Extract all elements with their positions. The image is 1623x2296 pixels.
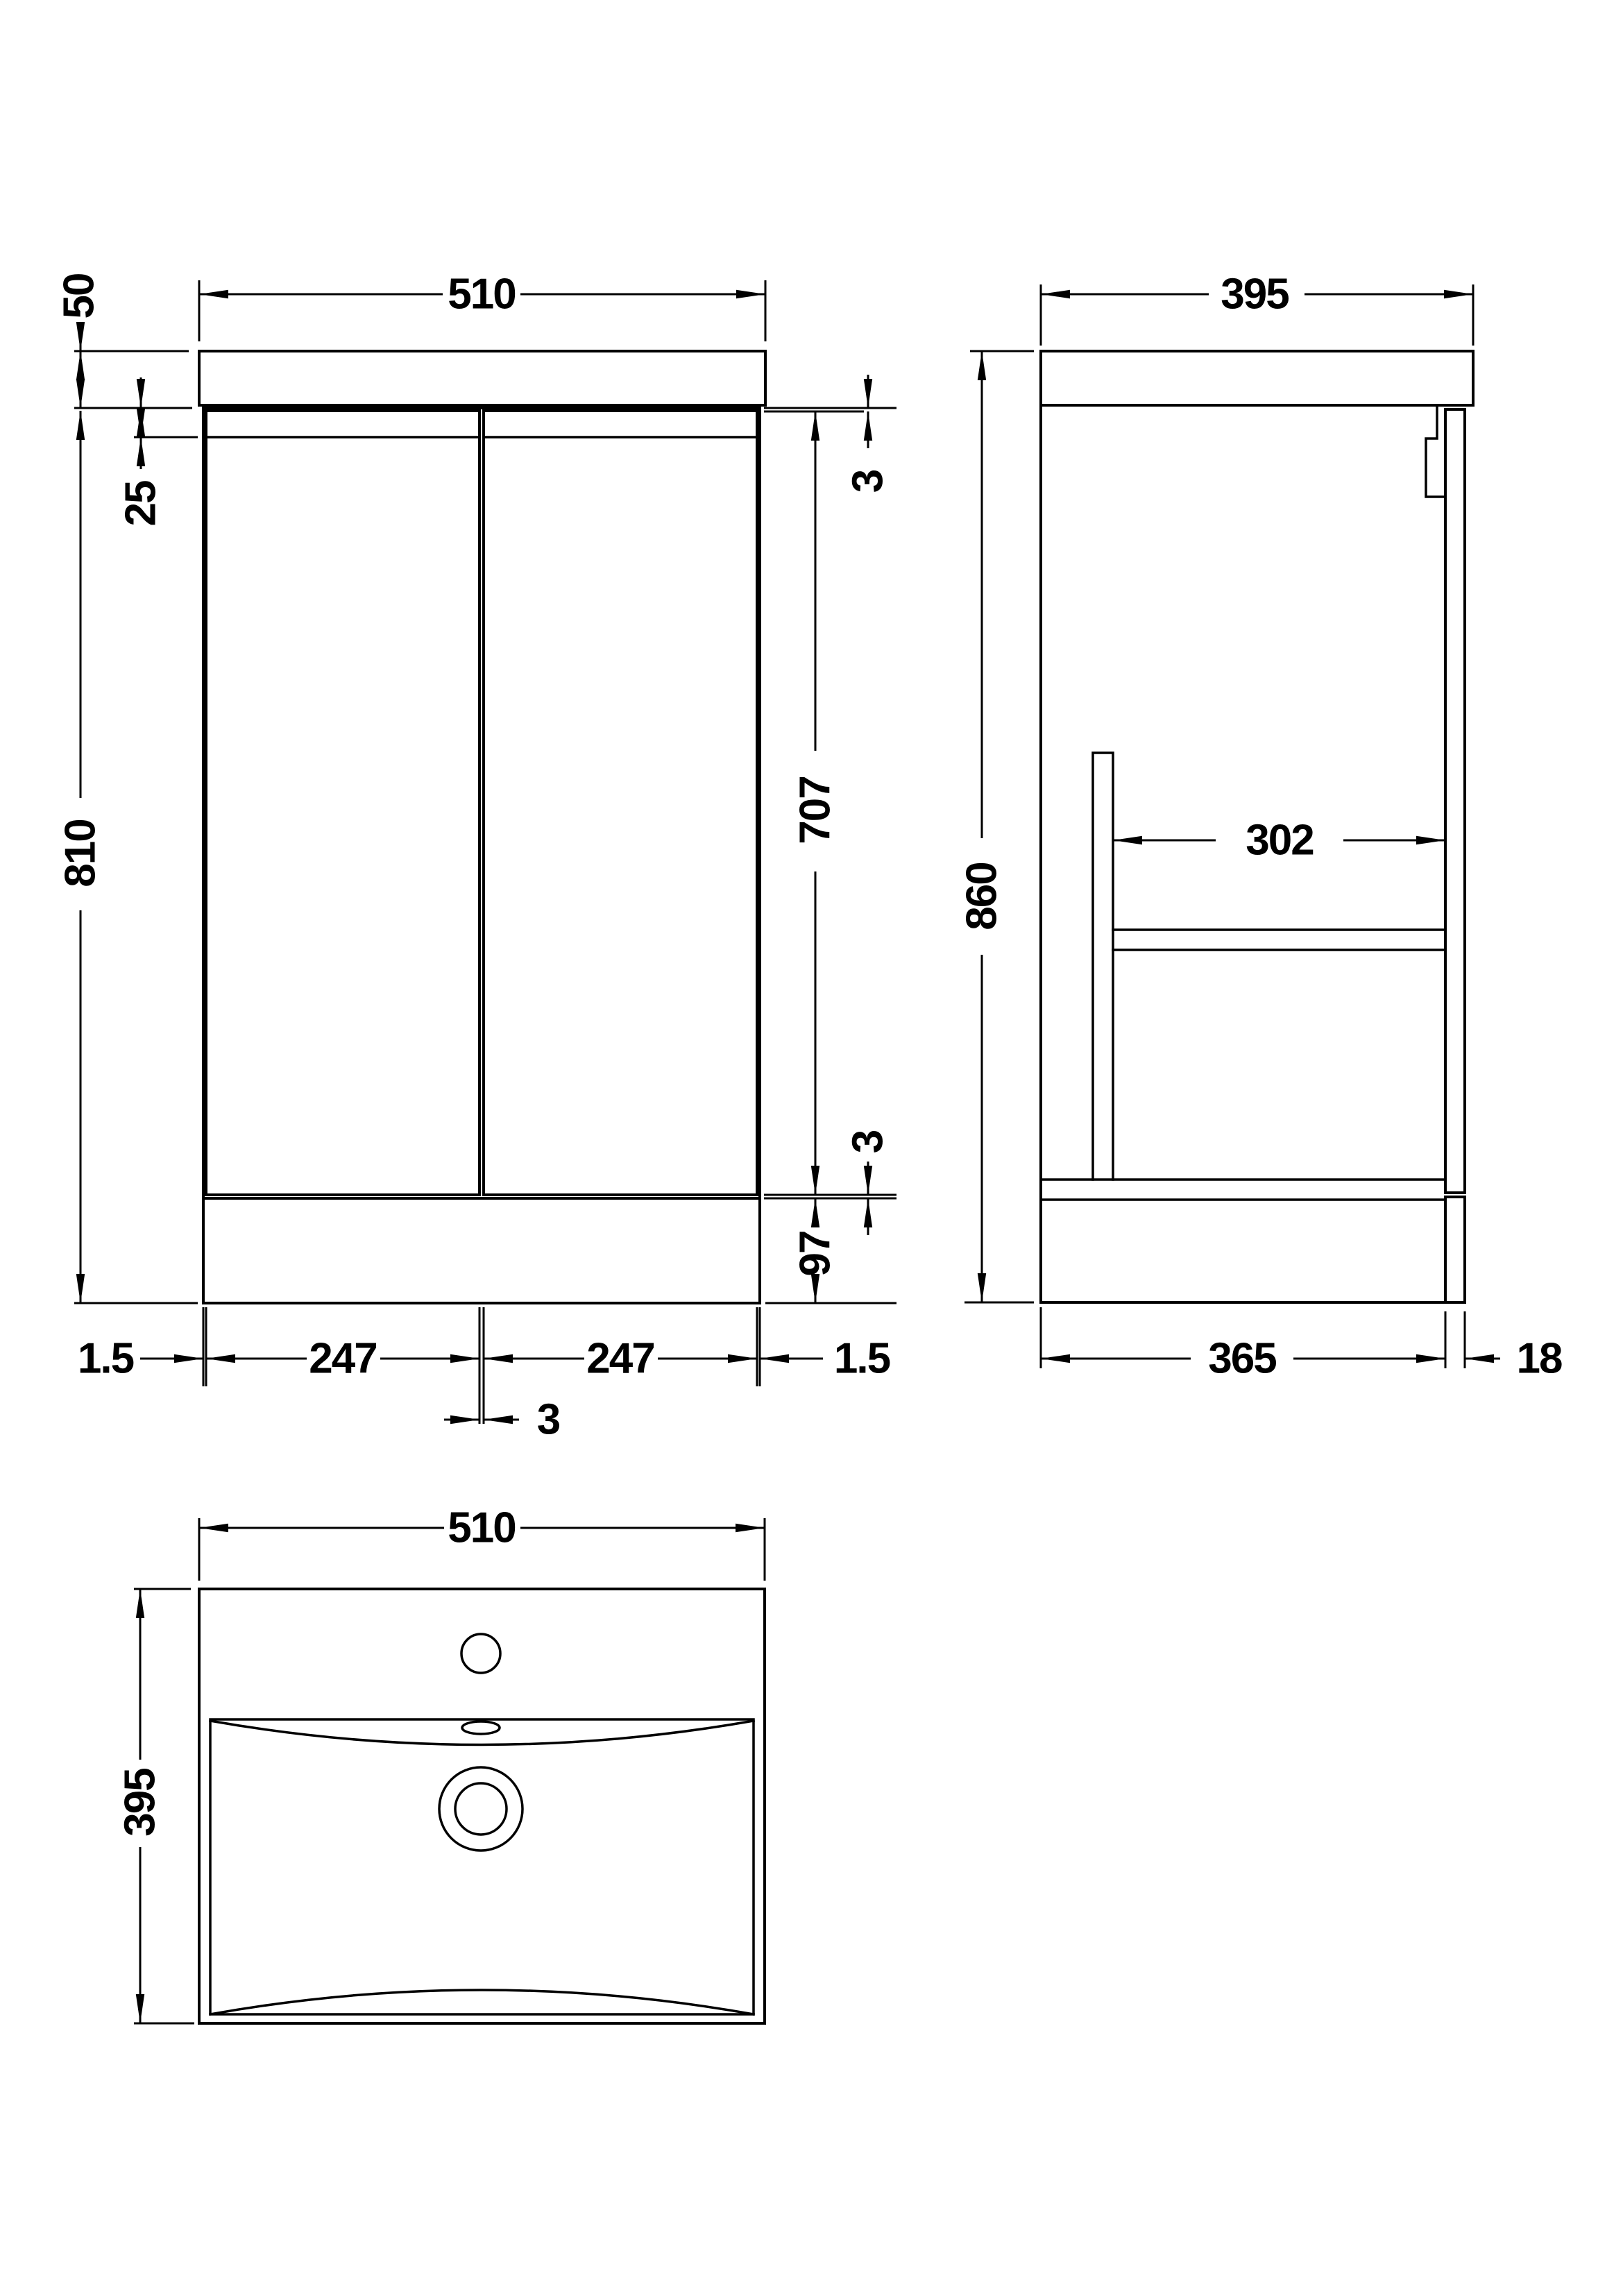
front-elevation-dimensions xyxy=(56,271,897,1444)
side-elevation-dimensions xyxy=(958,271,1562,1383)
plinth-height-label: 97 xyxy=(791,1231,840,1277)
right-door-width-label: 247 xyxy=(586,1334,654,1383)
dim-plinth-height xyxy=(765,1198,897,1303)
front-worktop xyxy=(199,351,765,405)
basin-inner-bowl xyxy=(210,1719,754,2014)
dim-cabinet-height xyxy=(57,411,198,1303)
plan-view-drawing xyxy=(199,1589,765,2023)
dim-overall-height xyxy=(958,351,1035,1302)
front-left-door xyxy=(206,411,479,1195)
door-height-label: 707 xyxy=(791,776,840,844)
dim-side-bottom-chain xyxy=(1041,1307,1562,1383)
cabinet-height-label: 810 xyxy=(56,819,105,887)
carcass-depth-label: 365 xyxy=(1208,1334,1276,1383)
dim-door-top-inset xyxy=(117,377,198,526)
tap-hole xyxy=(461,1634,500,1673)
door-thickness-label: 18 xyxy=(1516,1334,1562,1383)
plan-depth-label: 395 xyxy=(116,1769,164,1837)
dim-bottom-gap xyxy=(764,1130,897,1235)
dim-plan-width xyxy=(199,1504,765,1581)
dim-side-depth xyxy=(1041,271,1473,346)
centre-door-gap-label: 3 xyxy=(536,1395,560,1444)
worktop-thickness-label: 50 xyxy=(55,273,103,319)
plan-width-label: 510 xyxy=(448,1504,516,1552)
basin-front-wall-curve xyxy=(210,1990,754,2014)
door-top-inset-label: 25 xyxy=(117,481,165,527)
side-depth-label: 395 xyxy=(1221,270,1289,318)
bottom-gap-label: 3 xyxy=(844,1130,892,1154)
side-door-panel xyxy=(1445,409,1465,1193)
dim-plan-depth xyxy=(117,1589,195,2023)
side-worktop xyxy=(1041,351,1473,405)
top-gap-label: 3 xyxy=(844,470,892,493)
side-internal-partition xyxy=(1093,753,1113,1180)
right-margin-label: 1.5 xyxy=(833,1334,890,1383)
dim-worktop-thickness xyxy=(56,274,193,408)
dim-door-height xyxy=(764,411,897,1195)
left-door-width-label: 247 xyxy=(309,1334,377,1383)
side-plinth-panel xyxy=(1445,1197,1465,1302)
side-internal-shelf xyxy=(1113,930,1445,950)
front-right-door xyxy=(484,411,757,1195)
front-cabinet-carcass xyxy=(203,408,760,1303)
plan-view-dimensions xyxy=(117,1504,765,2024)
dim-front-width xyxy=(199,271,765,342)
shelf-depth-label: 302 xyxy=(1246,816,1314,865)
dim-top-gap xyxy=(764,375,897,493)
basin-outline xyxy=(199,1589,765,2023)
waste-hole-outer xyxy=(439,1767,522,1851)
side-hinge-recess xyxy=(1426,405,1445,497)
front-elevation-drawing xyxy=(199,351,765,1303)
overall-height-label: 860 xyxy=(958,862,1006,930)
front-width-label: 510 xyxy=(448,270,516,318)
waste-hole-inner xyxy=(455,1783,507,1835)
left-margin-label: 1.5 xyxy=(77,1334,134,1383)
overflow-slot xyxy=(462,1721,500,1734)
dim-shelf-depth xyxy=(1113,817,1445,865)
dim-front-bottom-chain xyxy=(78,1307,890,1444)
